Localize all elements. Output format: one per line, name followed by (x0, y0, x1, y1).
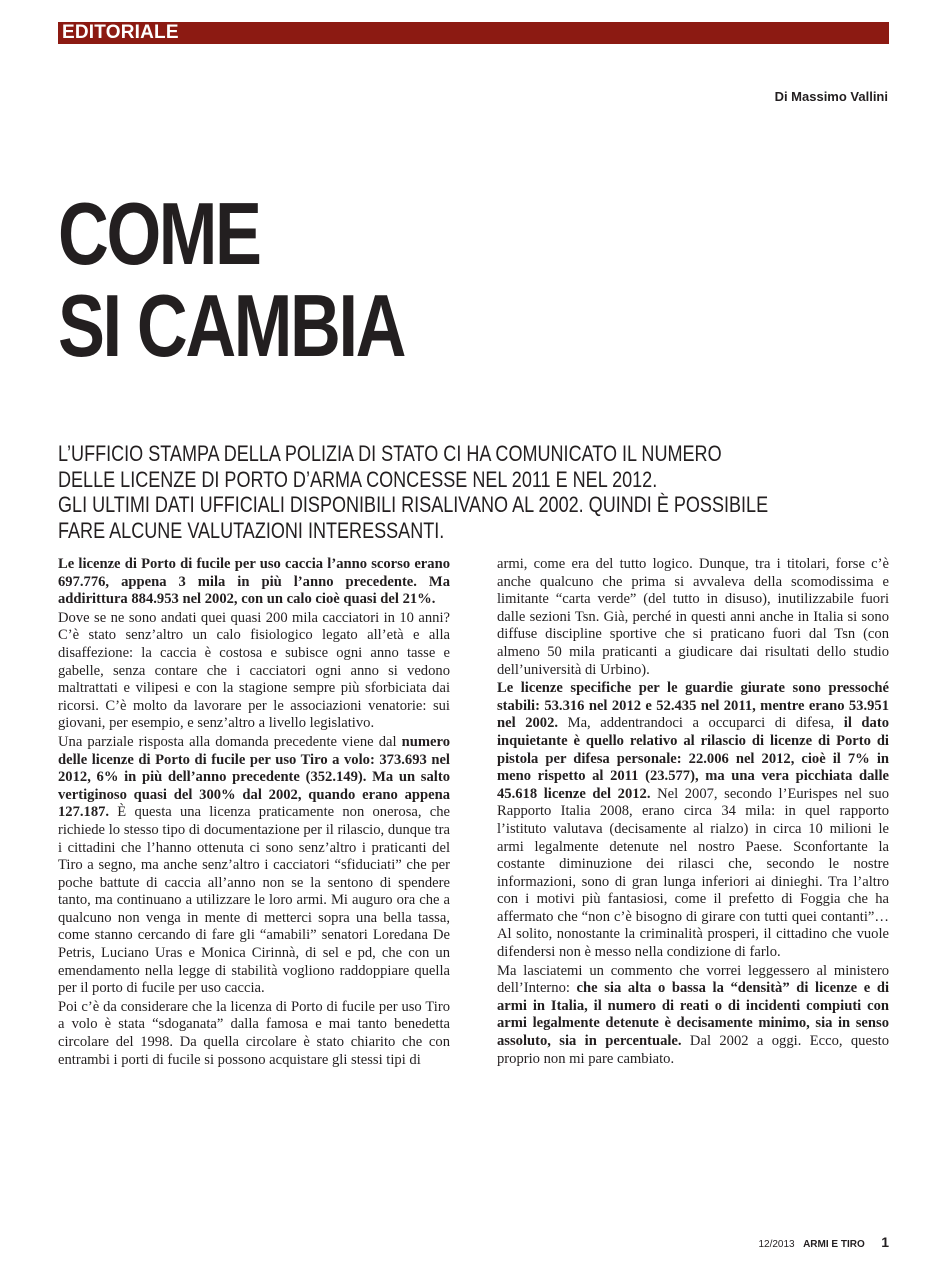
body-paragraph-5: Le licenze specifiche per le guardie giurate sono pressoché stabili: 53.316 nel 2012 e 52.435 nel 2011, mentre erano 53.951 nel 2002. Ma, addentrandoci a occuparci di difesa, il dato inquietante è quello relativo al rilascio di licenze di Porto di pistola per difesa personale: 22.006 nel 2012, cioè il 7% in meno rispetto al 2011 (23.577), ma una vera picchiata dalle 45.618 licenze del 2012. Nel 2007, secondo l’Eurispes nel suo Rapporto Italia 2008, erano circa 34 mila: in quel rapporto l’istituto valutava (decisamente al rialzo) in circa 10 milioni le armi legalmente detenute nel nostro Paese. Sconfortante la costante diminuzione dei rilasci che, secondo le nostre informazioni, sono di gran lunga inferiori ai dinieghi. Tra l’altro con i motivi più fantasiosi, come il prefetto di Foggia che ha affermato che “non c’è bisogno di girare con tutti quei contanti”… Al solito, nonostante la criminalità prosperi, il cittadino che vuole difendersi non è messo nella condizione di farlo. (497, 680, 890, 961)
body-paragraph-6: Ma lasciatemi un commento che vorrei leggessero al ministero dell’Interno: che sia alta o bassa la “densità” di licenze e di armi in Italia, il numero di reati o di incidenti compiuti con armi legalmente detenute è decisamente minimo, sia in senso assoluto, sia in percentuale. Dal 2002 a oggi. Ecco, questo proprio non mi pare cambiato. (497, 962, 889, 1067)
headline (58, 184, 405, 375)
body-paragraph-4-continued: armi, come era del tutto logico. Dunque, tra i titolari, forse c’è anche qualcuno che prima si avvaleva della scomodissima e limitante “carta verde” (del tutto in disuso), inutilizzabile fuori dalle sezioni Tsn. Già, perché in questi anni anche in Italia si sono diffuse discipline sportive che si praticano fuori dal Tsn (con almeno 50 mila praticanti a giudicare dai risultati dello studio dell’università di Urbino). (497, 556, 889, 678)
section-label: EDITORIALE (62, 22, 179, 43)
body-paragraph-2: Dove se ne sono andati quei quasi 200 mila cacciatori in 10 anni? C’è stato senz’altro un calo fisiologico legato all’età e alla disaffezione: la caccia è costosa e subisce ogni anno tasse e gabelle, senza contare che i cacciatori ogni anno si vedono maltrattati e vilipesi e con la stagione sempre più sforbiciata dai ricorsi. C’è molto da lavorare per le associazioni venatorie: sui giovani, per esempio, e senz’altro a livello legislativo. (58, 609, 450, 732)
body-paragraph-3: Una parziale risposta alla domanda precedente viene dal numero delle licenze di Porto di fucile per uso Tiro a volo: 373.693 nel 2012, 6% in più dell’anno precedente (352.149). Ma un salto vertiginoso quasi del 300% dal 2002, quando erano appena 127.187. È questa una licenza praticamente non onerosa, che richiede lo stesso tipo di documentazione per il rilascio, dunque tra i cittadini che l’hanno ottenuta ci sono senz’altro i praticanti del Tiro a segno, ma anche senz’altro i cacciatori “sfiduciati” che per poche battute di caccia all’anno non se la sentono di spendere tanto, ma continuano a utilizzare le loro armi. Mi auguro ora che a qualcuno non venga in mente di metterci sopra una bella tassa, come stanno cercando di fare gli “amabili” senatori Loredana De Petris, Luciano Uras e Monica Cirinnà, di sel e pd, che con un emendamento nella legge di stabilità vogliono raddoppiare quella per il porto di fucile per uso caccia. (58, 733, 450, 997)
standfirst-line-3: GLI ULTIMI DATI UFFICIALI DISPONIBILI RISALIVANO AL 2002. QUINDI È POSSIBILE (58, 492, 769, 517)
byline: Di Massimo Vallini (774, 89, 888, 104)
standfirst (58, 441, 886, 543)
magazine-name: ARMI E TIRO (803, 1239, 865, 1250)
body-column-left (58, 556, 450, 1069)
page-number: 1 (881, 1234, 889, 1250)
standfirst-line-4: FARE ALCUNE VALUTAZIONI INTERESSANTI. (58, 517, 445, 543)
headline-line-2: SI CAMBIA (58, 276, 405, 375)
issue-date: 12/2013 (758, 1239, 795, 1250)
standfirst-line-1: L’UFFICIO STAMPA DELLA POLIZIA DI STATO CI HA COMUNICATO IL NUMERO (58, 441, 722, 466)
body-paragraph-1: Le licenze di Porto di fucile per uso caccia l’anno scorso erano 697.776, appena 3 mila in più l’anno precedente. Ma addirittura 884.953 nel 2002, con un calo cioè quasi del 21%. (58, 556, 450, 608)
body-column-right (497, 556, 889, 1068)
headline-line-1: COME (58, 184, 260, 283)
section-bar (58, 22, 889, 44)
standfirst-line-2: DELLE LICENZE DI PORTO D’ARMA CONCESSE NEL 2011 E NEL 2012. (58, 466, 658, 492)
page-footer (758, 1234, 889, 1252)
body-paragraph-4: Poi c’è da considerare che la licenza di Porto di fucile per uso Tiro a volo è stata “sdoganata” dalla famosa e mai tanto benedetta circolare del 1998. Da quella circolare è stato chiarito che con entrambi i porti di fucile si possono acquistare gli stessi tipi di (58, 998, 450, 1068)
